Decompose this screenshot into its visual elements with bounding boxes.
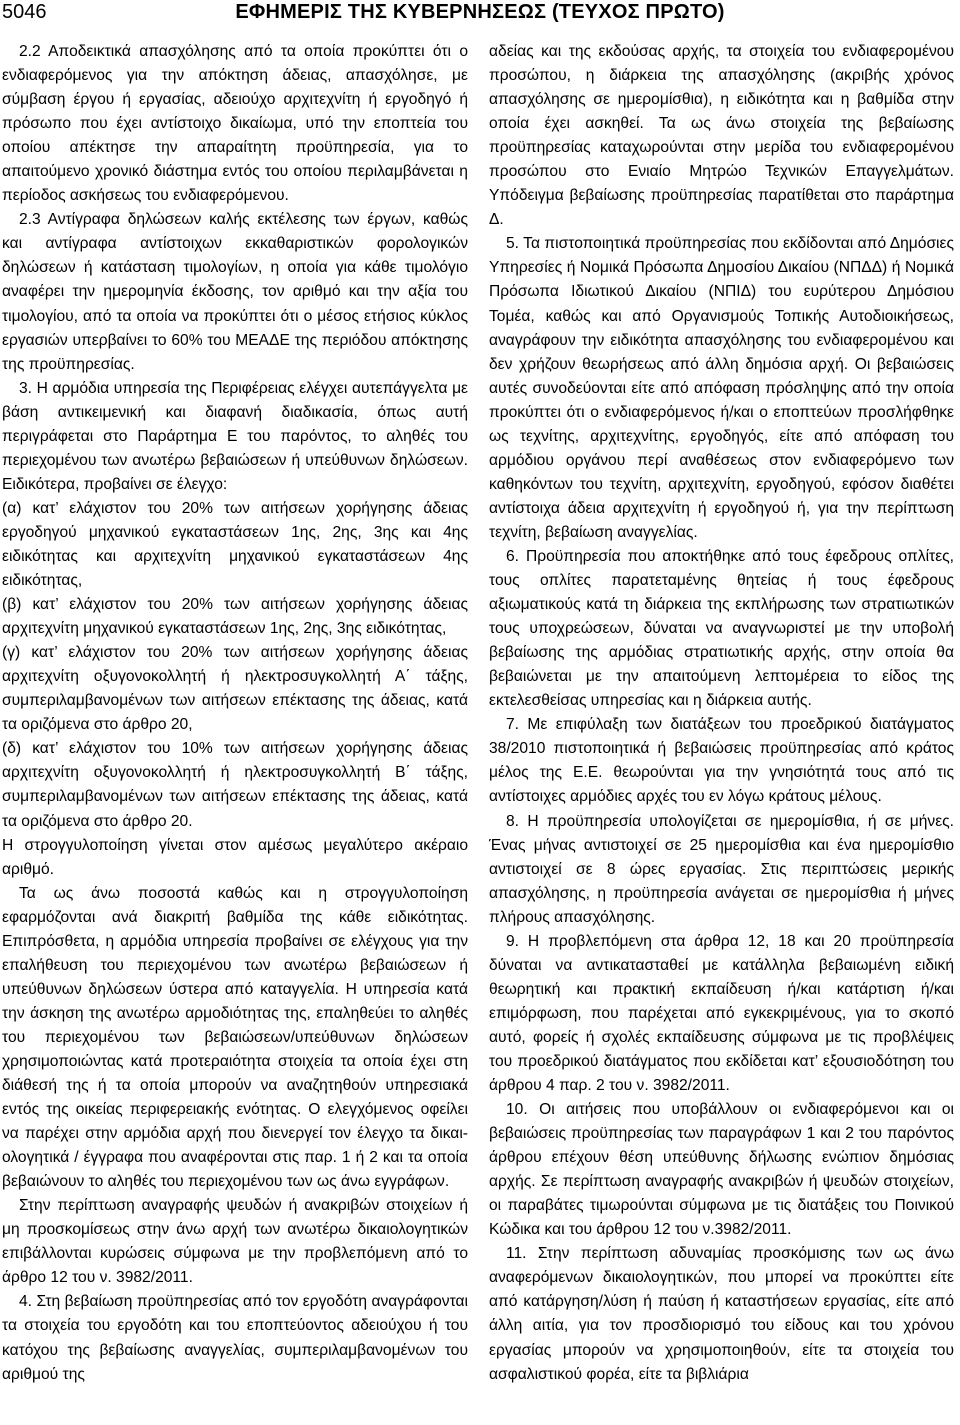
paragraph-4: 4. Στη βεβαίωση προϋπηρεσίας από τον εργοδότη αναγράφονται τα στοιχεία του εργοδότη και του εποπτεύοντος αδειούχου ή του κατόχου της βεβαίωσης αναγγελίας, συμπεριλαμβανομένων του αριθμού της [2, 1293, 468, 1383]
paragraph-2-3: 2.3 Αντίγραφα δηλώσεων καλής εκτέλεσης των έργων, καθώς και αντίγραφα αντίστοιχων εκκαθαριστικών φορολογικών δηλώσεων ή κατάσταση τιμολογίων, η οποία για κάθε τιμολόγιο αναφέρει την ημερομηνία έκδοσης, τον αριθμό και την αξία του τιμολογίου, από τα οποία να προκύπτει ότι ο μέσος ετήσιος κύκλος εργασιών υπερβαίνει το 60% του ΜΕΑΔΕ της περιόδου απόκτησης της προϋπηρεσίας. [2, 211, 468, 373]
paragraph-sanctions: Στην περίπτωση αναγραφής ψευδών ή ανακριβών στοιχείων ή μη προσκομίσεως στην άνω αρχή των ανωτέρω δικαιολογητικών επιβάλλονται κυρώσεις σύμφωνα με την προβλεπόμενη από το άρθρο 12 του ν. 3982/2011. [2, 1197, 468, 1287]
paragraph-3a: (α) κατ’ ελάχιστον του 20% των αιτήσεων χορήγησης άδειας εργοδηγού μηχανικού εγκαταστάσεων 1ης, 2ης, 3ης και 4ης ειδικότητας και αρχιτεχνίτη μηχανικού εγκαταστάσεων 4ης ειδικότητας, [2, 499, 468, 590]
left-column [2, 40, 468, 1387]
paragraph-3b: (β) κατ’ ελάχιστον του 20% των αιτήσεων χορήγησης άδειας αρχιτεχνίτη μηχανικού εγκαταστάσεων 1ης, 2ης, 3ης ειδικότητας, [2, 596, 468, 638]
gazette-title: ΕΦΗΜΕΡΙΣ ΤΗΣ ΚΥΒΕΡΝΗΣΕΩΣ (ΤΕΥΧΟΣ ΠΡΩΤΟ) [235, 1, 725, 23]
paragraph-9: 9. Η προβλεπόμενη στα άρθρα 12, 18 και 20 προϋπηρεσία δύναται να αντικατασταθεί με κατάλληλα βεβαιωμένη ειδική θεωρητική και πρακτική εκπαίδευση ή/και κατάρτιση ή/και επιμόρφωση, που παρέχεται από εγκεκριμένους, για το σκοπό αυτό, φορείς ή σχολές εκπαίδευσης σύμφωνα με τις προβλέψεις του προεδρικού διατάγματος που εκδίδεται κατ’ εξουσιοδότηση του άρθρου 4 παρ. 2 του ν. 3982/2011. [489, 932, 954, 1095]
page-number: 5046 [2, 1, 47, 23]
paragraph-2-2: 2.2 Αποδεικτικά απασχόλησης από τα οποία προκύπτει ότι ο ενδιαφερόμενος για την απόκτηση άδειας, απασχόλησε, με σύμβαση έργου ή εργασίας, αδειούχο αρχιτεχνίτη ή εργοδηγό ή πρόσωπο που έχει αντίστοιχο δικαίωμα, υπό την εποπτεία του οποίου απέκτησε την απαραίτητη προϋπηρεσία, για το απαιτούμενο χρονικό διάστημα εντός του οποίου περιλαμβάνεται η περίοδος ασκήσεως του ενδιαφερόμενου. [2, 43, 468, 205]
paragraph-3c: (γ) κατ’ ελάχιστον του 20% των αιτήσεων χορήγησης άδειας αρχιτεχνίτη οξυγονοκολλητή ή ηλεκτροσυγκολλητή Α΄ τάξης, συμπεριλαμβανομένων των αιτήσεων επέκτασης της άδειας, κατά τα οριζόμενα στο άρθρο 20, [2, 644, 468, 734]
paragraph-3d: (δ) κατ’ ελάχιστον του 10% των αιτήσεων χορήγησης άδειας αρχιτεχνίτη οξυγονοκολλητή ή ηλεκτροσυγκολλητή Β΄ τάξης, συμπεριλαμβανομένων των αιτήσεων επέκτασης της άδειας, κατά τα οριζόμενα στο άρθρο 20. [2, 740, 468, 830]
page-header [0, 0, 960, 30]
paragraph-4-cont: αδείας και της εκδούσας αρχής, τα στοιχεία του ενδιαφερομένου προσώπου, η διάρκεια της απασχόλησης (ακριβής χρόνος απασχόλησης σε ημερομίσθια), η ειδικότητα και η βαθμίδα στην οποία έχει ασκηθεί. Τα ως άνω στοιχεία της βεβαίωσης προϋπηρεσίας καταχωρούνται στην μερίδα του ενδιαφερομένου προσώπου στο Ενιαίο Μητρώο Τεχνικών Επαγγελμάτων. Υπόδειγμα βεβαίωσης προϋπηρεσίας παρατίθεται στο παράρτημα Δ. [489, 43, 954, 229]
paragraph-10: 10. Οι αιτήσεις που υποβάλλουν οι ενδιαφερόμενοι και οι βεβαιώσεις προϋπηρεσίας των παραγράφων 1 και 2 του παρόντος άρθρου επέχουν θέση υπεύθυνης δήλωσης ενώπιον δημόσιας αρχής. Σε περίπτωση αναγραφής ανακριβών ή ψευδών στοιχείων, οι παραβάτες τιμωρούνται σύμφωνα με τις διατάξεις του Ποινικού Κώδικα και του άρθρου 12 του ν.3982/2011. [489, 1101, 954, 1239]
paragraph-5: 5. Τα πιστοποιητικά προϋπηρεσίας που εκδίδονται από Δημόσιες Υπηρεσίες ή Νομικά Πρόσωπα Δημοσίου Δικαίου (ΝΠΔΔ) ή Νομικά Πρόσωπα Ιδιωτικού Δικαίου (ΝΠΙΔ) του ευρύτερου Δημόσιου Τομέα, καθώς και από Οργανισμούς Τοπικής Αυτοδιοικήσεως, αναγράφουν την ειδικότητα απασχόλησης του ενδιαφερομένου και δεν χρήζουν θεωρήσεως από άλλη δημόσια αρχή. Οι βεβαιώσεις αυτές συνοδεύονται είτε από απόφαση πρόσληψης από την οποία προκύπτει ότι ο ενδιαφερόμενος ή/και ο εποπτεύων προσλήφθηκε ως τεχνίτης, αρχιτεχνίτης, εργοδηγός, είτε από απόφαση του αρμόδιου οργάνου περί αναθέσεως στον ενδιαφερόμενο των καθηκόντων του τεχνίτη, αρχιτεχνίτη, εργοδηγού, εφόσον διαθέτει αντίστοιχα άδεια αρχιτεχνίτη ή εργοδηγού ή, για την περίπτωση τεχνίτη, βεβαίωση αναγγελίας. [489, 235, 954, 541]
right-column [489, 40, 954, 1387]
paragraph-11: 11. Στην περίπτωση αδυναμίας προσκόμισης των ως άνω αναφερόμενων δικαιολογητικών, που μπορεί να προκύπτει είτε από κατάργηση/λύση ή παύση ή καταστήσεων εργασίας, είτε από άλλη αιτία, για τον προσδιορισμό του είδους και του χρόνου εργασίας μπορούν να χρησιμοποιηθούν, είτε τα στοιχεία του ασφαλιστικού φορέα, είτε τα βιβλιάρια [489, 1245, 954, 1383]
paragraph-8: 8. Η προϋπηρεσία υπολογίζεται σε ημερομίσθια, ή σε μήνες. Ένας μήνας αντιστοιχεί σε 25 ημερομίσθια και ένα ημερομίσθιο αντιστοιχεί σε 8 ώρες εργασίας. Στις περιπτώσεις μερικής απασχόλησης, η προϋπηρεσία ανάγεται σε ημερομίσθια ή μήνες πλήρους απασχόλησης. [489, 812, 954, 926]
paragraph-6: 6. Προϋπηρεσία που αποκτήθηκε από τους έφεδρους οπλίτες, τους οπλίτες παρατεταμένης θητείας ή τους έφεδρους αξιωματικούς κατά τη διάρκεια της εκπλήρωσης των στρατιωτικών τους υποχρεώσεων, δύναται να αναγνωριστεί με την υποβολή βεβαίωσης της αρμόδιας στρατιωτικής αρχής, στην οποία θα βεβαιώνεται με την απαιτούμενη λεπτομέρεια το είδος της εκτελεσθείσας υπηρεσίας και η διάρκεια αυτής. [489, 547, 954, 710]
paragraph-3: 3. Η αρμόδια υπηρεσία της Περιφέρειας ελέγχει αυτεπάγγελτα με βάση αντικειμενική και διαφανή διαδικασία, όπως αυτή περιγράφεται στο Παράρτημα Ε του παρόντος, το αληθές του περιεχομένου των ανωτέρω βεβαιώσεων ή υπεύθυνων δηλώσεων. Ειδικότερα, προβαίνει σε έλεγχο: [2, 379, 468, 493]
paragraph-rounding: Η στρογγυλοποίηση γίνεται στον αμέσως μεγαλύτερο ακέραιο αριθμό. [2, 836, 468, 878]
paragraph-7: 7. Με επιφύλαξη των διατάξεων του προεδρικού διατάγματος 38/2010 πιστοποιητικά ή βεβαιώσεις προϋπηρεσίας από κράτος μέλος της Ε.Ε. θεωρούνται για την γνησιότητά τους από τις αντίστοιχες αρμόδιες αρχές του εν λόγω κράτους μέλους. [489, 716, 954, 806]
paragraph-percentages: Τα ως άνω ποσοστά καθώς και η στρογγυλοποίηση εφαρμόζονται ανά διακριτή βαθμίδα της κάθε ειδικότητας. Επιπρόσθετα, η αρμόδια υπηρεσία προβαίνει σε ελέγχους για την επαλήθευση του περιεχομένου των ανωτέρω βεβαιώσεων ή υπεύθυνων δηλώσεων ύστερα από καταγγελία. Η υπηρεσία κατά την άσκηση της ανωτέρω αρμοδιότητας της, επαληθεύει το αληθές του περιεχομένου των βεβαιώσεων/υπεύθυνων δηλώσεων χρησιμοποιώντας κατά προτεραιότητα στοιχεία τα οποία έχει στη διάθεσή της ή τα οποία μπορούν να αναζητηθούν υπηρεσιακά εντός της οικείας περιφερειακής ενότητας. Ο ελεγχόμενος οφείλει να παρέχει στην αρμόδια αρχή που διενεργεί τον έλεγχο τα δικαιολογητικά / έγγραφα που αναφέρονται στις παρ. 1 ή 2 και τα οποία βεβαιώνουν το αληθές του περιεχομένου των ως άνω εγγράφων. [2, 884, 468, 1191]
